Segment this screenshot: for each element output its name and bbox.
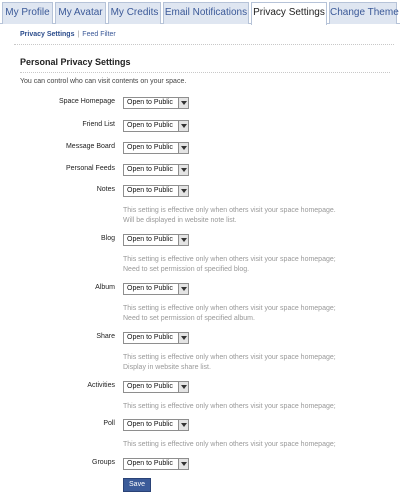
select-value: Open to Public <box>127 383 173 390</box>
setting-row-blog <box>0 234 400 246</box>
blog-help-text <box>123 255 336 275</box>
section-intro: You can control who can visit contents on your space. <box>20 78 187 85</box>
setting-label: Groups <box>92 459 115 466</box>
setting-label: Album <box>95 284 115 291</box>
setting-row-message-board <box>0 142 400 154</box>
help-line: This setting is effective only when others visit your space homepage; <box>123 354 336 361</box>
dropdown-arrow-icon[interactable] <box>178 459 188 469</box>
tab-my-profile[interactable]: My Profile <box>2 2 53 24</box>
setting-label: Personal Feeds <box>65 165 115 172</box>
dropdown-arrow-icon[interactable] <box>178 121 188 131</box>
help-line: This setting is effective only when others visit your space homepage; <box>123 305 336 312</box>
subnav-privacy-settings[interactable]: Privacy Settings <box>20 31 75 38</box>
tab-my-credits[interactable]: My Credits <box>108 2 161 24</box>
select-value: Open to Public <box>127 187 173 194</box>
subnav-feed-filter[interactable]: Feed Filter <box>82 31 116 38</box>
setting-row-friend-list <box>0 120 400 132</box>
notes-help-text <box>123 206 336 226</box>
dropdown-arrow-icon[interactable] <box>178 420 188 430</box>
divider <box>14 44 394 45</box>
personal-feeds-select[interactable] <box>123 164 189 176</box>
setting-label: Message Board <box>65 143 115 150</box>
divider <box>20 72 390 73</box>
help-line: This setting is effective only when others visit your space homepage; <box>123 441 336 448</box>
section-title: Personal Privacy Settings <box>20 57 131 67</box>
help-line: Need to set permission of specified blog. <box>123 266 250 273</box>
dropdown-arrow-icon[interactable] <box>178 333 188 343</box>
dropdown-arrow-icon[interactable] <box>178 284 188 294</box>
setting-label: Friend List <box>82 121 115 128</box>
help-line: Will be displayed in website note list. <box>123 217 237 224</box>
setting-row-album <box>0 283 400 295</box>
sub-navigation <box>20 31 116 38</box>
help-line: This setting is effective only when others visit your space homepage. <box>123 207 336 214</box>
album-help-text <box>123 304 336 324</box>
friend-list-select[interactable] <box>123 120 189 132</box>
blog-select[interactable] <box>123 234 189 246</box>
setting-label: Activities <box>87 382 115 389</box>
setting-row-groups <box>0 458 400 470</box>
dropdown-arrow-icon[interactable] <box>178 186 188 196</box>
space-homepage-select[interactable] <box>123 97 189 109</box>
setting-row-share <box>0 332 400 344</box>
setting-label: Space Homepage <box>58 98 115 105</box>
setting-row-notes <box>0 185 400 197</box>
tab-my-avatar[interactable]: My Avatar <box>55 2 106 24</box>
select-value: Open to Public <box>127 166 173 173</box>
help-line: Need to set permission of specified album. <box>123 315 255 322</box>
setting-label: Blog <box>100 235 115 242</box>
tab-change-theme[interactable]: Change Theme <box>329 2 397 24</box>
tab-email-notifications[interactable]: Email Notifications <box>163 2 249 24</box>
album-select[interactable] <box>123 283 189 295</box>
share-select[interactable] <box>123 332 189 344</box>
dropdown-arrow-icon[interactable] <box>178 235 188 245</box>
tab-bar <box>0 0 400 24</box>
dropdown-arrow-icon[interactable] <box>178 98 188 108</box>
dropdown-arrow-icon[interactable] <box>178 143 188 153</box>
tab-privacy-settings[interactable]: Privacy Settings <box>251 2 327 25</box>
setting-label: Poll <box>103 420 115 427</box>
groups-select[interactable] <box>123 458 189 470</box>
dropdown-arrow-icon[interactable] <box>178 382 188 392</box>
select-value: Open to Public <box>127 421 173 428</box>
activities-help-text <box>123 402 336 412</box>
setting-label: Notes <box>96 186 115 193</box>
select-value: Open to Public <box>127 99 173 106</box>
help-line: Display in website share list. <box>123 364 211 371</box>
setting-label: Share <box>96 333 115 340</box>
select-value: Open to Public <box>127 285 173 292</box>
share-help-text <box>123 353 336 373</box>
save-button[interactable]: Save <box>123 478 151 492</box>
select-value: Open to Public <box>127 334 173 341</box>
select-value: Open to Public <box>127 460 173 467</box>
help-line: This setting is effective only when others visit your space homepage; <box>123 403 336 410</box>
setting-row-personal-feeds <box>0 164 400 176</box>
select-value: Open to Public <box>127 122 173 129</box>
notes-select[interactable] <box>123 185 189 197</box>
setting-row-poll <box>0 419 400 431</box>
dropdown-arrow-icon[interactable] <box>178 165 188 175</box>
setting-row-activities <box>0 381 400 393</box>
subnav-separator: | <box>77 31 80 38</box>
setting-row-space-homepage <box>0 97 400 109</box>
activities-select[interactable] <box>123 381 189 393</box>
help-line: This setting is effective only when others visit your space homepage; <box>123 256 336 263</box>
poll-select[interactable] <box>123 419 189 431</box>
select-value: Open to Public <box>127 144 173 151</box>
poll-help-text <box>123 440 336 450</box>
message-board-select[interactable] <box>123 142 189 154</box>
select-value: Open to Public <box>127 236 173 243</box>
